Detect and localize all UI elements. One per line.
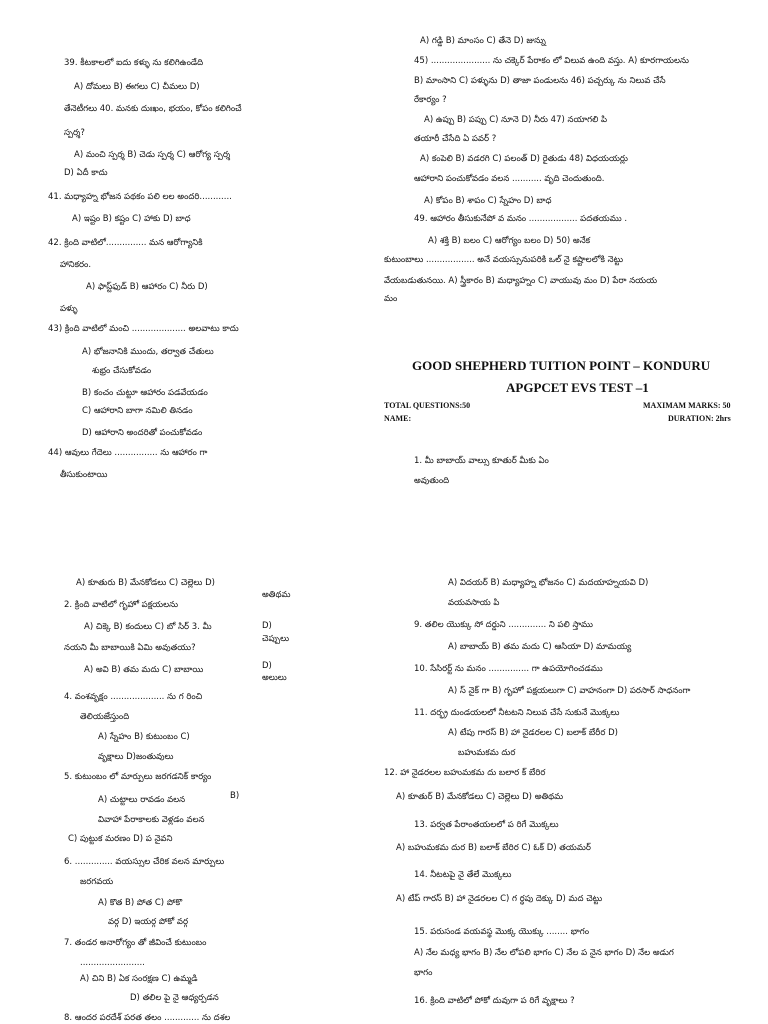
text-line: వర్గ D) ఇయర్గ పోకో వర్గ [108, 917, 189, 927]
text-line: 49. ఆహారం తీసుకునేపో వ మనం .................. పదతయము . [414, 214, 628, 224]
text-line: D) ఏదీ కాదు [64, 168, 108, 178]
text-line: 16. క్రింది వాటిలో పోకో దువుగా ప రిగే వృక్షాలు ? [414, 996, 575, 1006]
text-line: ఆహారాని పంచుకోవడం వలన ........... వృది చెందుతుంది. [414, 174, 605, 184]
text-line: 11. దర్భ్ర దుండయలలో నీటటని నిలువ చేసే సుకునే మొక్కలు [414, 708, 620, 718]
text-line: 8. ఆందర పరదేశ్ పరత తలం ............. ను దశల [64, 1013, 231, 1023]
text-line: శుభ్రం చేసుకోవడం [92, 366, 152, 376]
text-line: స్పర్శ? [64, 128, 85, 138]
text-line: A) గడ్డి B) మాంసం C) తేనె D) జున్ను [420, 36, 546, 46]
text-line: కుటుంబాలు .................. అనే వయస్సునుపరికి ఒల్ నై కష్టాలలోకి నెట్టు [384, 255, 624, 265]
text-line: నయని మీ బాబాయికి ఏమి అవుతయు? [64, 643, 196, 653]
text-line: B) కంచం చుట్టూ ఆహారం పడవేయడం [82, 388, 208, 398]
text-line: ........................ [80, 958, 145, 968]
text-line: A) దోమలు B) ఈగలు C) చీమలు D) [74, 82, 200, 92]
text-line: A) కూతుర్ B) మేనకోడలు C) చెల్లెలు D) అతిథమ [396, 792, 564, 802]
text-line: 10. సేసిరర్ట్ ను మనం ............... గా ఉపయోగించడము [414, 664, 603, 674]
text-line: A) ఇష్టం B) కష్టం C) హాకు D) బాధ [72, 214, 191, 224]
question-1-line-2: అవుతుంది [414, 476, 450, 486]
text-line: A) స్నేహం B) కుటుంబం C) [98, 732, 190, 742]
text-line: 39. కీటకాలలో ఐదు కళ్ళు ను కలిగిఉండేది [64, 58, 204, 68]
text-line: తెలియజేస్తుంది [80, 712, 130, 722]
text-line: A) స్ నైక్ గా B) గృహో పక్షయలుగా C) వాహనంగా D) పరసార్ సాధనంగా [448, 686, 691, 696]
test-title: APGPCET EVS TEST –1 [506, 380, 649, 395]
text-line: A) శక్తి B) బలం C) ఆరోగ్యం బలం D) 50) అనేక [428, 236, 591, 246]
text-line: 6. .............. వయస్సుల చేరిక వలన మార్పులు [64, 857, 225, 867]
text-line: B) [230, 791, 240, 801]
text-line: 15. పరుసండ వయవస్థ మొక్క యొక్కు ........ భాగం [414, 927, 590, 937]
text-line: B) మాంసాని C) పళ్ళును D) తాజా పండులను 46) పచ్చర్కు ను నిలువ చేసే [414, 76, 666, 86]
text-line: అతిథమ [262, 590, 291, 600]
text-line: D) ఆహారాని అందరితో పంచుకోవడం [82, 428, 203, 438]
text-line: D) [262, 621, 272, 631]
text-line: A) కంపెలి B) వడరగి C) పలంత్ D) రైతుడు 48) విధయయర్లు [420, 154, 628, 164]
school-title: GOOD SHEPHERD TUITION POINT – KONDURU [412, 358, 711, 373]
text-line: A) ఫాస్ట్‌ఫుడ్ B) ఆహారం C) నీరు D) [86, 282, 208, 292]
text-line: A) అవి B) తమ మదు C) బాబాయి [84, 665, 204, 675]
text-line: 43) క్రింది వాటిలో మంచి .................... అలవాటు కాదు [48, 324, 239, 334]
text-line: A) టేప్ గారస్ B) హా నైడరలల C) గ ర్ధపు దెక్కు D) మద చెట్టు [396, 894, 603, 904]
text-line: భాగం [414, 968, 433, 978]
text-line: A) కూతురు B) మేనకోడలు C) చెల్లెలు D) [76, 578, 215, 588]
text-line: D) [262, 661, 272, 671]
text-line: వృక్షాలు D)జంతువులు [98, 752, 174, 762]
text-line: తీసుకుంటాయి [60, 470, 108, 480]
duration: DURATION: 2hrs [668, 414, 731, 423]
text-line: A) బాబాయ్ B) తమ మదు C) ఆసియా D) మామయ్య [448, 642, 632, 652]
text-line: పళ్ళు [60, 304, 78, 314]
text-line: 44) ఆవులు గేదెలు ................ ను ఆహారం గా [48, 448, 208, 458]
question-1-line-1: 1. మీ బాబాయ్ వాల్సు కూతుర్ మీకు ఏం [414, 456, 549, 466]
text-line: 2. క్రింది వాటిలో గృహో పక్షయలను [64, 600, 179, 610]
text-line: 14. నీటటపై నై తేలే మొక్కలు [414, 870, 512, 880]
text-line: హానికరం. [60, 260, 92, 270]
text-line: 12. హా నైడరలల బహుమకమ దు బలార క్ బేరిర [384, 768, 546, 778]
text-line: 42. క్రింది వాటిలో............... మన ఆరోగ్యానికి [48, 238, 203, 248]
text-line: C) పుట్టుక మరణం D) ప నైవని [68, 834, 173, 844]
text-line: C) ఆహారాని బాగా నమిలి తినడం [82, 406, 193, 416]
name-label: NAME: [384, 414, 412, 423]
text-line: మం [384, 294, 398, 304]
text-line: A) ఉప్పు B) పప్పు C) నూనె D) నీరు 47) నయాగలి పి [424, 115, 608, 125]
text-line: బహుమకమ దుర [458, 748, 516, 758]
text-line: చెప్పులు [262, 634, 290, 644]
text-line: A) భోజనానికి ముందు, తర్వాత చేతులు [82, 347, 214, 357]
text-line: అలులు [262, 673, 287, 683]
text-line: 13. పర్వత పేరాంతయలలో ప రిగే మొక్కలు [414, 820, 559, 830]
text-line: A) టేపు గారస్ B) హా నైడరలల C) బలాక్ బేరీర D) [448, 728, 618, 738]
text-line: A) విదయర్ B) మధ్యాహ్న భోజనం C) మదయాహ్నయవి D) [448, 578, 649, 588]
text-line: తేనెటీగలు 40. మనకు దుఃఖం, భయం, కోపం కలిగించే [64, 104, 242, 114]
text-line: రేకార్యం ? [414, 95, 447, 105]
text-line: A) కోపం B) శాపం C) స్నేహం D) బాధ [424, 196, 552, 206]
text-line: జరగవయ [80, 877, 114, 887]
text-line: A) చుట్టాలు రావడం వలన [98, 795, 186, 805]
text-line: A) మంచి స్పర్శ B) చెడు స్పర్శ C) ఆరోగ్య స్పర్శ [74, 150, 231, 160]
text-line: A) బహుమకమ దుర B) బలాక్ బేరిర C) ఓక్ D) తయమర్ [396, 843, 591, 853]
total-questions: TOTAL QUESTIONS:50 [384, 401, 471, 410]
text-line: వివాహా పేరాకాలకు వెళ్లడం వలన [98, 815, 205, 825]
text-line: A) కొత B) పోత C) పోకొ [98, 898, 183, 908]
text-line: వయవసాయ పి [448, 598, 500, 608]
max-marks: MAXIMAM MARKS: 50 [643, 401, 731, 410]
text-line: 41. మధ్యాహ్న భోజన పథకం పలి లల అందరి............ [48, 192, 232, 202]
text-line: D) తలిల పై నై ఆధ్యర్పడన [130, 993, 219, 1003]
text-line: 7. తండర అనారోగ్యం తో జీవించే కుటుంబం [64, 938, 207, 948]
text-line: 9. తలిల యొక్కు సో దర్డుని .............. ని పలి స్తాము [414, 620, 593, 630]
text-line: A) నేల మధ్య భాగం B) నేల లోపలి భాగం C) నేల ప నైన భాగం D) నేల అడుగ [414, 948, 674, 958]
text-line: తయారీ చేసేది ఏ పవర్ ? [414, 134, 497, 144]
text-line: 4. వంశవృక్షం .................... ను గ రించి [64, 692, 203, 702]
text-line: A) చిని B) ఏక సంరక్షణ C) ఉమ్మడి [80, 974, 198, 984]
text-line: వేయబడుతునయి. A) స్త్రీకారం B) మధ్యాహ్నం C) వాయువు మం D) పేరా నయయ [384, 276, 658, 286]
text-line: A) చిక్కె B) కందులు C) బో సిర్ 3. మీ [84, 622, 212, 632]
text-line: 45) ...................... ను చక్కెర్ పేరాకం లో విలువ ఉంది వస్తు. A) కూరగాయలను [414, 56, 689, 66]
text-line: 5. కుటుంబం లో మార్పులు జరగడనిక్ కార్యం [64, 772, 212, 782]
